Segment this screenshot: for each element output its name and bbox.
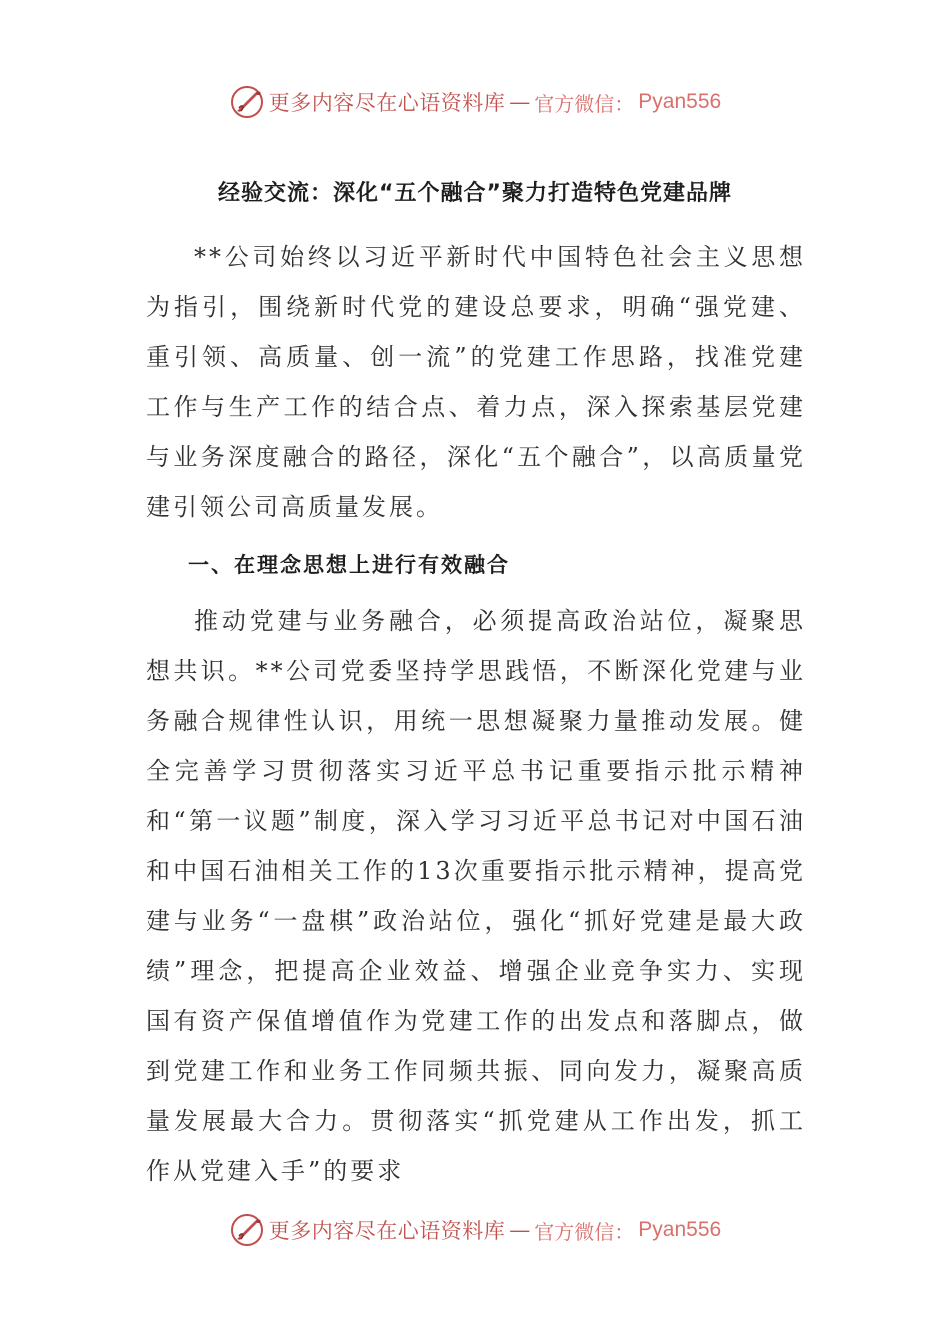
document-body [146,232,806,1196]
banner-wechat-id: Pyan556 [638,90,722,113]
banner-separator: — [509,90,531,114]
intro-paragraph: **公司始终以习近平新时代中国特色社会主义思想为指引，围绕新时代党的建设总要求，明确“强党建、重引领、高质量、创一流”的党建工作思路，找准党建工作与生产工作的结合点、着力点，深入探索基层党建与业务深度融合的路径，深化“五个融合”，以高质量党建引领公司高质量发展。 [146,243,806,521]
banner-wechat-id: Pyan556 [638,1218,722,1241]
footer-banner [0,1210,950,1250]
quill-logo-icon [229,1212,265,1248]
banner-subtext: 官方微信： [534,91,635,116]
document-title: 经验交流：深化“五个融合”聚力打造特色党建品牌 [218,181,732,206]
banner-text: 更多内容尽在心语资料库 [268,1219,506,1243]
section-heading: 一、在理念思想上进行有效融合 [188,553,510,577]
header-banner [0,82,950,122]
quill-logo-icon [229,84,265,120]
banner-subtext: 官方微信： [534,1219,635,1244]
section-paragraph: 推动党建与业务融合，必须提高政治站位，凝聚思想共识。**公司党委坚持学思践悟，不断深化党建与业务融合规律性认识，用统一思想凝聚力量推动发展。健全完善学习贯彻落实习近平总书记重要指示批示精神和“第一议题”制度，深入学习习近平总书记对中国石油和中国石油相关工作的13次重要指示批示精神，提高党建与业务“一盘棋”政治站位，强化“抓好党建是最大政绩”理念，把提高企业效益、增强企业竞争实力、实现国有资产保值增值作为党建工作的出发点和落脚点，做到党建工作和业务工作同频共振、同向发力，凝聚高质量发展最大合力。贯彻落实“抓党建从工作出发，抓工作从党建入手”的要求 [146,607,806,1185]
banner-separator: — [509,1218,531,1242]
banner-text: 更多内容尽在心语资料库 [268,91,506,115]
